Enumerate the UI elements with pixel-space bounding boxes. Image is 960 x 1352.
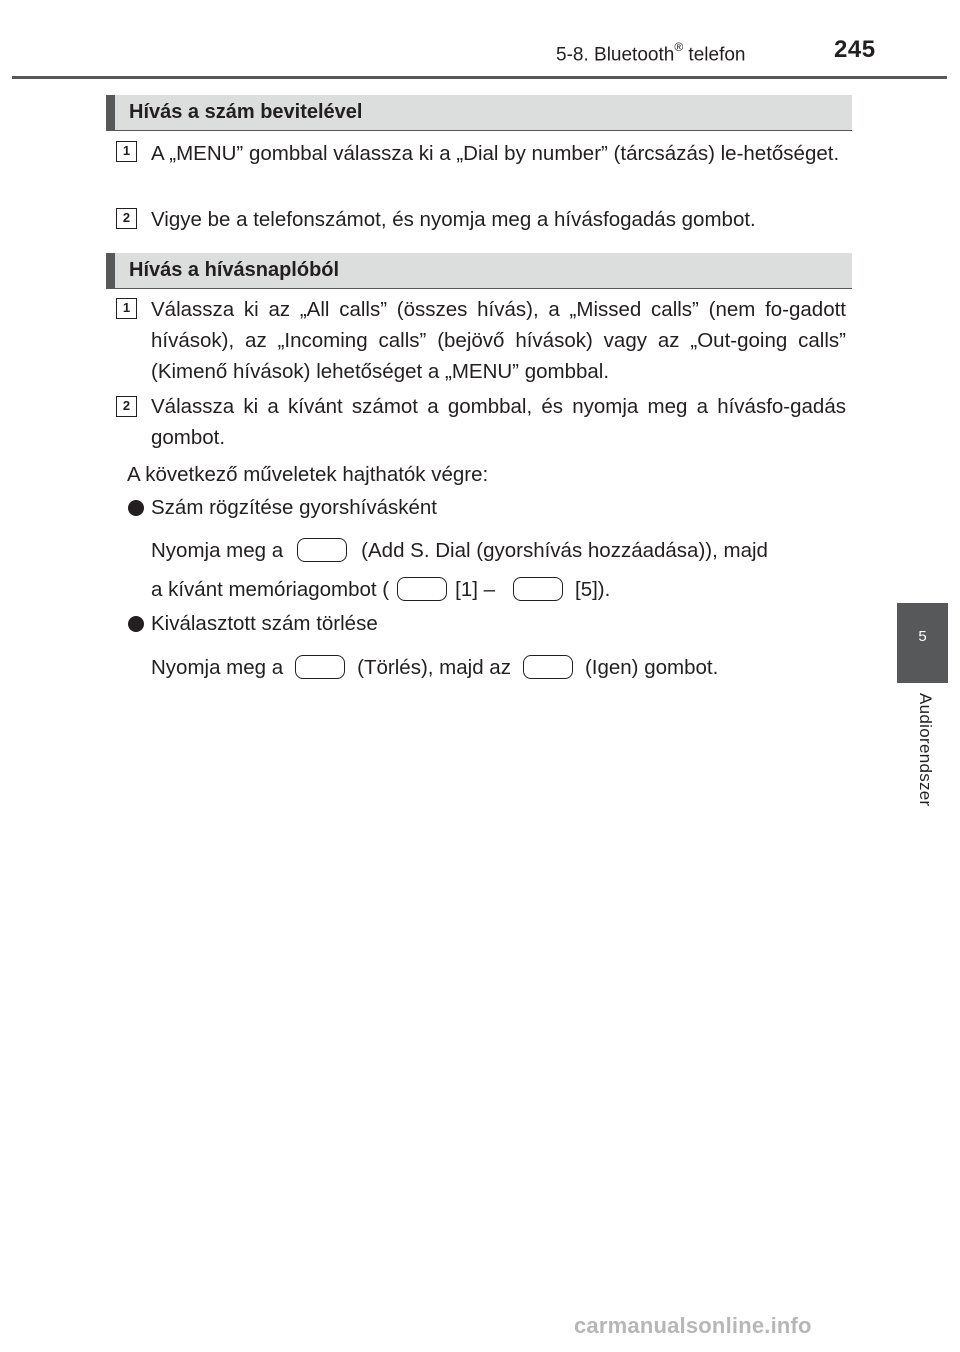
instruction-text: (Igen) gombot. (584, 656, 719, 679)
screen-button-icon (513, 577, 563, 601)
instruction-text: Nyomja meg a (151, 539, 284, 562)
operations-intro: A következő műveletek hajthatók végre: (127, 463, 489, 486)
screen-button-icon (297, 538, 347, 562)
step-text: Válassza ki az „All calls” (összes hívás), a „Missed calls” (nem fo-gadott hívások), az „Incoming calls” (bejövő hívások) vagy az „Out-going calls” (Kimenő hívások) lehetőséget a „MENU” gombbal. (151, 298, 846, 383)
watermark: carmanualsonline.info (574, 1313, 812, 1338)
step-text: Válassza ki a kívánt számot a gombbal, és nyomja meg a hívásfo-gadás gombot. (151, 395, 846, 449)
operation-instruction (151, 535, 768, 566)
step-number: 1 (116, 141, 137, 162)
instruction-text: a kívánt memóriagombot ( (151, 578, 390, 601)
bullet-icon (128, 616, 144, 632)
step-number: 2 (116, 396, 137, 417)
instruction-text: (Törlés), majd az (357, 656, 511, 679)
screen-button-icon (397, 577, 447, 601)
running-header (556, 42, 745, 66)
step-number: 2 (116, 208, 137, 229)
section-heading (106, 253, 852, 289)
screen-button-icon (295, 655, 345, 679)
step-number: 1 (116, 298, 137, 319)
section-heading-text: Hívás a szám bevitelével (129, 101, 363, 123)
section-heading (106, 95, 852, 131)
step-text: A „MENU” gombbal válassza ki a „Dial by number” (tárcsázás) le-hetőséget. (151, 142, 840, 165)
instruction-text: Nyomja meg a (151, 656, 284, 679)
operation-instruction (151, 574, 610, 605)
operation-title: Szám rögzítése gyorshívásként (151, 496, 437, 519)
chapter-tab (897, 603, 948, 683)
instruction-text: (Add S. Dial (gyorshívás hozzáadása)), majd (361, 539, 768, 562)
chapter-number: 5 (918, 628, 927, 645)
operation-title: Kiválasztott szám törlése (151, 612, 378, 635)
chapter-label: Audiorendszer (916, 693, 935, 807)
bullet-icon (128, 500, 144, 516)
header-section-title: 5-8. Bluetooth (556, 44, 675, 66)
instruction-text: [5]). (575, 578, 611, 601)
instruction-text: [1] – (455, 578, 496, 601)
operation-instruction (151, 652, 718, 683)
header-section-suffix: telefon (683, 44, 746, 66)
page-number: 245 (834, 36, 876, 63)
step-text: Vigye be a telefonszámot, és nyomja meg a hívásfogadás gombot. (151, 208, 756, 231)
registered-mark: ® (674, 40, 684, 54)
section-heading-text: Hívás a hívásnaplóból (129, 259, 340, 281)
header-divider (12, 76, 947, 79)
screen-button-icon (523, 655, 573, 679)
